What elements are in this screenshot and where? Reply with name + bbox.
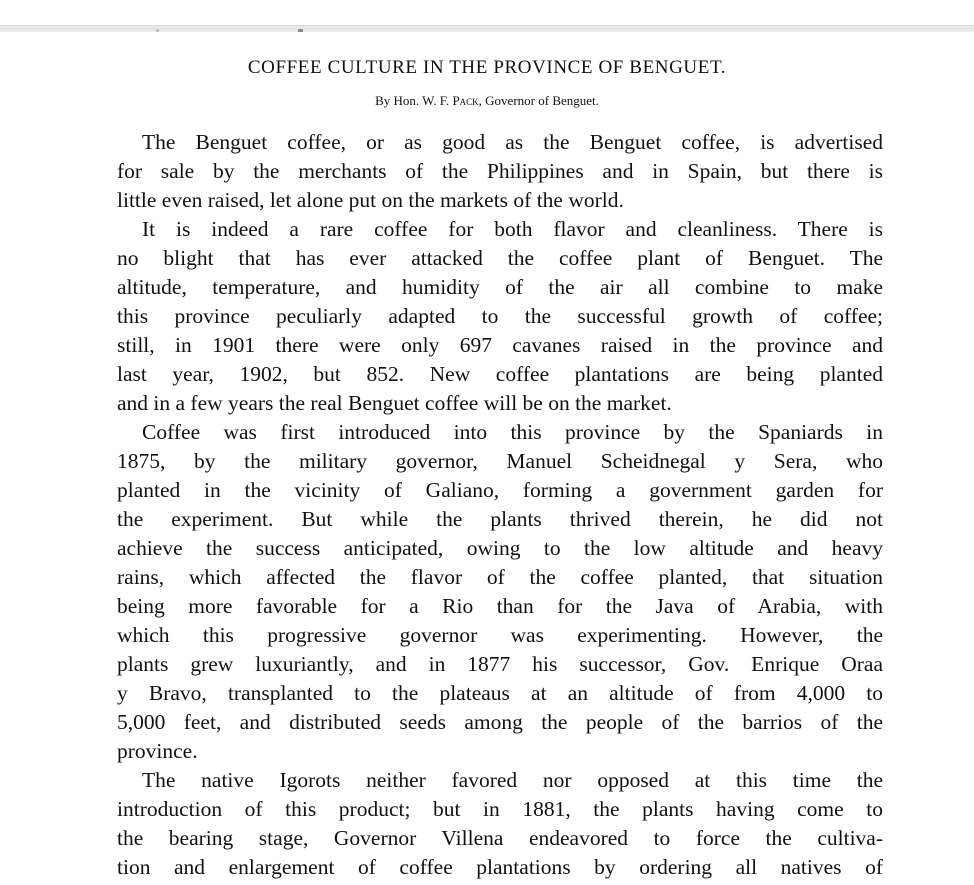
separator-mark	[156, 29, 159, 32]
text-line: little even raised, let alone put on the markets of the world.	[117, 188, 624, 212]
text-line: 1875, by the military governor, Manuel Scheidnegal y Sera, who	[117, 449, 883, 473]
text-line: the bearing stage, Governor Villena endeavored to force the cultiva-	[117, 826, 883, 850]
text-line: still, in 1901 there were only 697 cavanes raised in the province and	[117, 333, 883, 357]
text-line: The native Igorots neither favored nor opposed at this time the	[142, 768, 883, 792]
separator-mark	[298, 29, 303, 32]
text-line: no blight that has ever attacked the coffee plant of Benguet. The	[117, 246, 883, 270]
text-line: altitude, temperature, and humidity of the air all combine to make	[117, 275, 883, 299]
text-line: Coffee was first introduced into this province by the Spaniards in	[142, 420, 883, 444]
article-body	[117, 128, 883, 882]
text-line: planted in the vicinity of Galiano, forming a government garden for	[117, 478, 883, 502]
text-line: It is indeed a rare coffee for both flavor and cleanliness. There is	[142, 217, 883, 241]
byline-prefix: By Hon. W. F.	[375, 93, 453, 108]
text-line: The Benguet coffee, or as good as the Benguet coffee, is advertised	[142, 130, 883, 154]
text-line: y Bravo, transplanted to the plateaus at an altitude of from 4,000 to	[117, 681, 883, 705]
page-top-margin	[0, 0, 974, 25]
text-line: the experiment. But while the plants thrived therein, he did not	[117, 507, 883, 531]
text-line: rains, which affected the flavor of the coffee planted, that situation	[117, 565, 883, 589]
byline-author: Pack	[452, 93, 479, 108]
text-line: and in a few years the real Benguet coffee will be on the market.	[117, 391, 672, 415]
text-line: introduction of this product; but in 1881, the plants having come to	[117, 797, 883, 821]
text-line: province.	[117, 739, 198, 763]
text-line: which this progressive governor was experimenting. However, the	[117, 623, 883, 647]
text-line: 5,000 feet, and distributed seeds among the people of the barrios of the	[117, 710, 883, 734]
text-line: tion and enlargement of coffee plantations by ordering all natives of	[117, 855, 883, 879]
text-line: for sale by the merchants of the Philippines and in Spain, but there is	[117, 159, 883, 183]
article-byline	[0, 93, 974, 109]
text-line: this province peculiarly adapted to the successful growth of coffee;	[117, 304, 883, 328]
text-line: achieve the success anticipated, owing to the low altitude and heavy	[117, 536, 883, 560]
article-title: COFFEE CULTURE IN THE PROVINCE OF BENGUET.	[247, 57, 727, 78]
byline-suffix: , Governor of Benguet.	[478, 93, 599, 108]
text-line: being more favorable for a Rio than for the Java of Arabia, with	[117, 594, 883, 618]
text-line: plants grew luxuriantly, and in 1877 his successor, Gov. Enrique Oraa	[117, 652, 883, 676]
text-line: last year, 1902, but 852. New coffee plantations are being planted	[117, 362, 883, 386]
page-separator	[0, 25, 974, 32]
